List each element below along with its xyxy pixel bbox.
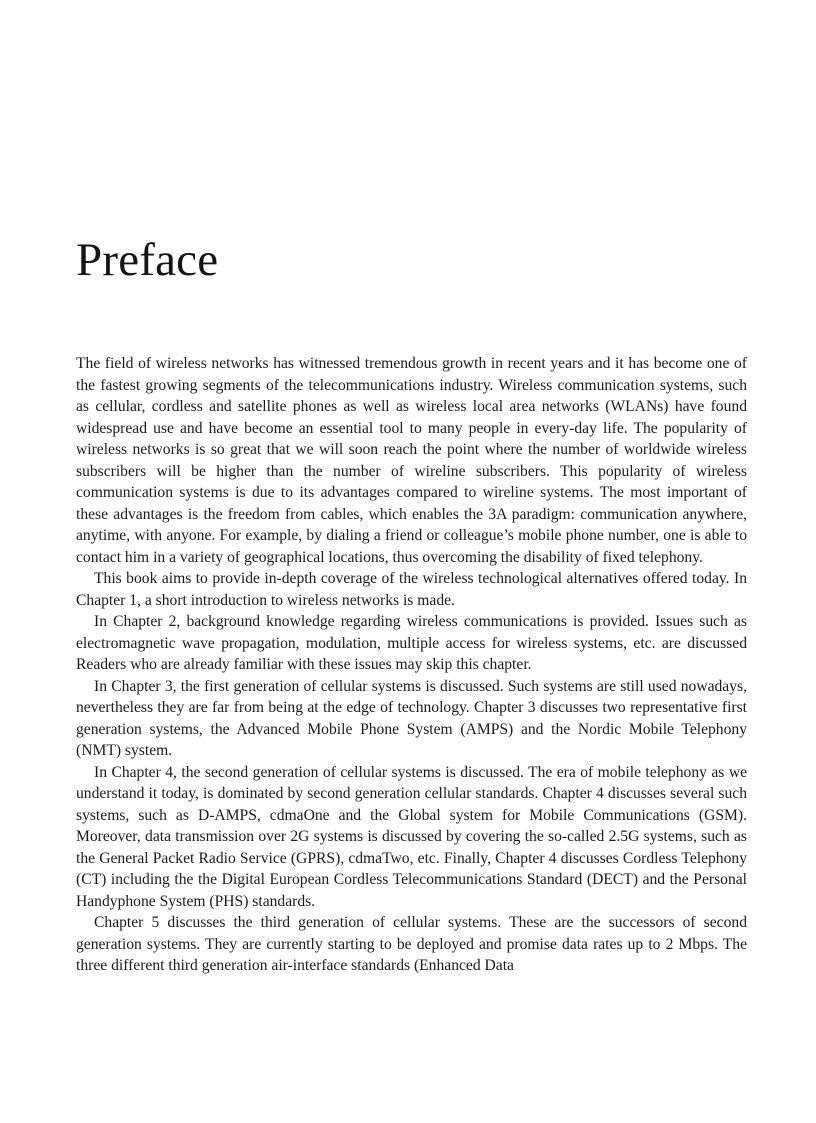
paragraph-book-aims: This book aims to provide in-depth coverage of the wireless technological alternatives offered today. In Chapter 1, a short introduction to wireless networks is made. bbox=[76, 570, 747, 609]
paragraph-chapter-5: Chapter 5 discusses the third generation of cellular systems. These are the successors of second generation systems. They are currently starting to be deployed and promise data rates up to 2 Mbps. The three different third generation air-interface standards (Enhanced Data bbox=[76, 914, 747, 974]
paragraph-chapter-2: In Chapter 2, background knowledge regarding wireless communications is provided. Issues such as electromagnetic wave propagation, modulation, multiple access for wireless systems, etc. are discussed Readers who are already familiar with these issues may skip this chapter. bbox=[76, 613, 747, 673]
paragraph-intro: The field of wireless networks has witnessed tremendous growth in recent years and it has become one of the fastest growing segments of the telecommunications industry. Wireless communication systems, such as cellular, cordless and satellite phones as well as wireless local area networks (WLANs) have found widespread use and have become an essential tool to many people in every-day life. The popularity of wireless networks is so great that we will soon reach the point where the number of worldwide wireless subscribers will be higher than the number of wireline subscribers. This popularity of wireless communication systems is due to its advantages compared to wireline systems. The most important of these advantages is the freedom from cables, which enables the 3A paradigm: communication anywhere, anytime, with anyone. For example, by dialing a friend or colleague’s mobile phone number, one is able to contact him in a variety of geographical locations, thus overcoming the disability of fixed telephony. bbox=[76, 355, 747, 566]
document-page bbox=[76, 0, 747, 1123]
page-title: Preface bbox=[76, 234, 219, 286]
paragraph-chapter-4: In Chapter 4, the second generation of cellular systems is discussed. The era of mobile telephony as we understand it today, is dominated by second generation cellular standards. Chapter 4 discusses several such systems, such as D-AMPS, cdmaOne and the Global system for Mobile Communications (GSM). Moreover, data transmission over 2G systems is discussed by covering the so-called 2.5G systems, such as the General Packet Radio Service (GPRS), cdmaTwo, etc. Finally, Chapter 4 discusses Cordless Telephony (CT) including the the Digital European Cordless Telecommunications Standard (DECT) and the Personal Handyphone System (PHS) standards. bbox=[76, 763, 747, 910]
paragraph-chapter-3: In Chapter 3, the first generation of cellular systems is discussed. Such systems are still used nowadays, nevertheless they are far from being at the edge of technology. Chapter 3 discusses two representative first generation systems, the Advanced Mobile Phone System (AMPS) and the Nordic Mobile Telephony (NMT) system. bbox=[76, 677, 747, 759]
body-text bbox=[76, 353, 747, 977]
